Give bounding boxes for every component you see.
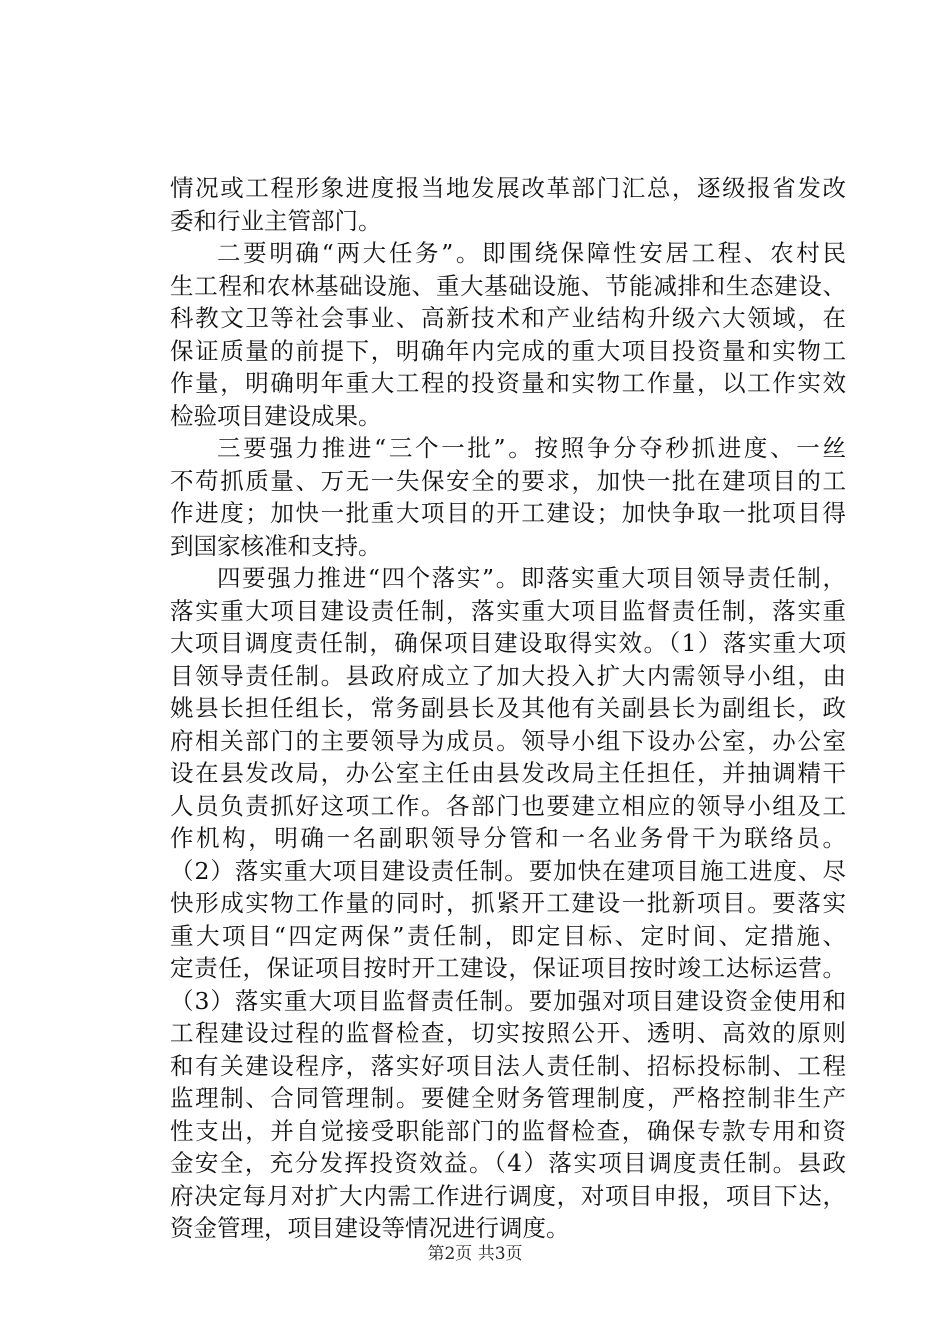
- text-line: 府相关部门的主要领导为成员。领导小组下设办公室，办公室: [170, 726, 846, 755]
- text-line: 科教文卫等社会事业、高新技术和产业结构升级六大领域，在: [170, 304, 846, 332]
- text-line: 金安全，充分发挥投资效益。（4）落实项目调度责任制。县政: [170, 1149, 846, 1177]
- text-line: 作进度；加快一批重大项目的开工建设；加快争取一批项目得: [170, 499, 846, 527]
- text-line: 到国家核准和支持。: [170, 531, 382, 560]
- text-line: 作机构，明确一名副职领导分管和一名业务骨干为联络员。: [170, 824, 846, 852]
- text-line: 大项目调度责任制，确保项目建设取得实效。（1）落实重大项: [170, 629, 846, 657]
- text-line: 二要明确“两大任务”。即围绕保障性安居工程、农村民: [217, 239, 846, 267]
- text-line: 人员负责抓好这项工作。各部门也要建立相应的领导小组及工: [170, 791, 846, 820]
- text-line: 监理制、合同管理制。要健全财务管理制度，严格控制非生产: [170, 1084, 846, 1112]
- text-line: 快形成实物工作量的同时，抓紧开工建设一批新项目。要落实: [170, 889, 846, 917]
- text-line: 工程建设过程的监督检查，切实按照公开、透明、高效的原则: [170, 1019, 846, 1047]
- text-line: 定责任，保证项目按时开工建设，保证项目按时竣工达标运营。: [170, 954, 846, 982]
- text-line: 生工程和农林基础设施、重大基础设施、节能减排和生态建设、: [170, 271, 846, 300]
- text-line: 三要强力推进“三个一批”。按照争分夺秒抓进度、一丝: [217, 434, 846, 462]
- text-line: 目领导责任制。县政府成立了加大投入扩大内需领导小组，由: [170, 661, 846, 690]
- text-line: 情况或工程形象进度报当地发展改革部门汇总，逐级报省发改: [170, 174, 846, 202]
- text-line: 性支出，并自觉接受职能部门的监督检查，确保专款专用和资: [170, 1116, 846, 1145]
- text-line: 落实重大项目建设责任制，落实重大项目监督责任制，落实重: [170, 596, 846, 625]
- text-line: 检验项目建设成果。: [170, 401, 382, 430]
- text-line: 姚县长担任组长，常务副县长及其他有关副县长为副组长，政: [170, 694, 846, 722]
- text-line: 保证质量的前提下，明确年内完成的重大项目投资量和实物工: [170, 336, 846, 365]
- text-line: 委和行业主管部门。: [170, 206, 382, 235]
- text-line: 和有关建设程序，落实好项目法人责任制、招标投标制、工程: [170, 1051, 846, 1080]
- text-line: 不苟抓质量、万无一失保安全的要求，加快一批在建项目的工: [170, 466, 846, 495]
- text-line: 府决定每月对扩大内需工作进行调度，对项目申报，项目下达，: [170, 1181, 846, 1210]
- text-line: （3）落实重大项目监督责任制。要加强对项目建设资金使用和: [170, 986, 846, 1015]
- text-line: 重大项目“四定两保”责任制，即定目标、定时间、定措施、: [170, 921, 846, 950]
- text-line: （2）落实重大项目建设责任制。要加快在建项目施工进度、尽: [170, 856, 846, 885]
- text-line: 作量，明确明年重大工程的投资量和实物工作量，以工作实效: [170, 369, 846, 397]
- text-line: 资金管理，项目建设等情况进行调度。: [170, 1214, 570, 1242]
- text-line: 设在县发改局，办公室主任由县发改局主任担任，并抽调精干: [170, 759, 846, 787]
- document-body: [170, 172, 846, 1245]
- page-number-footer: 第2页 共3页: [427, 1244, 523, 1264]
- text-line: 四要强力推进“四个落实”。即落实重大项目领导责任制，: [217, 564, 846, 592]
